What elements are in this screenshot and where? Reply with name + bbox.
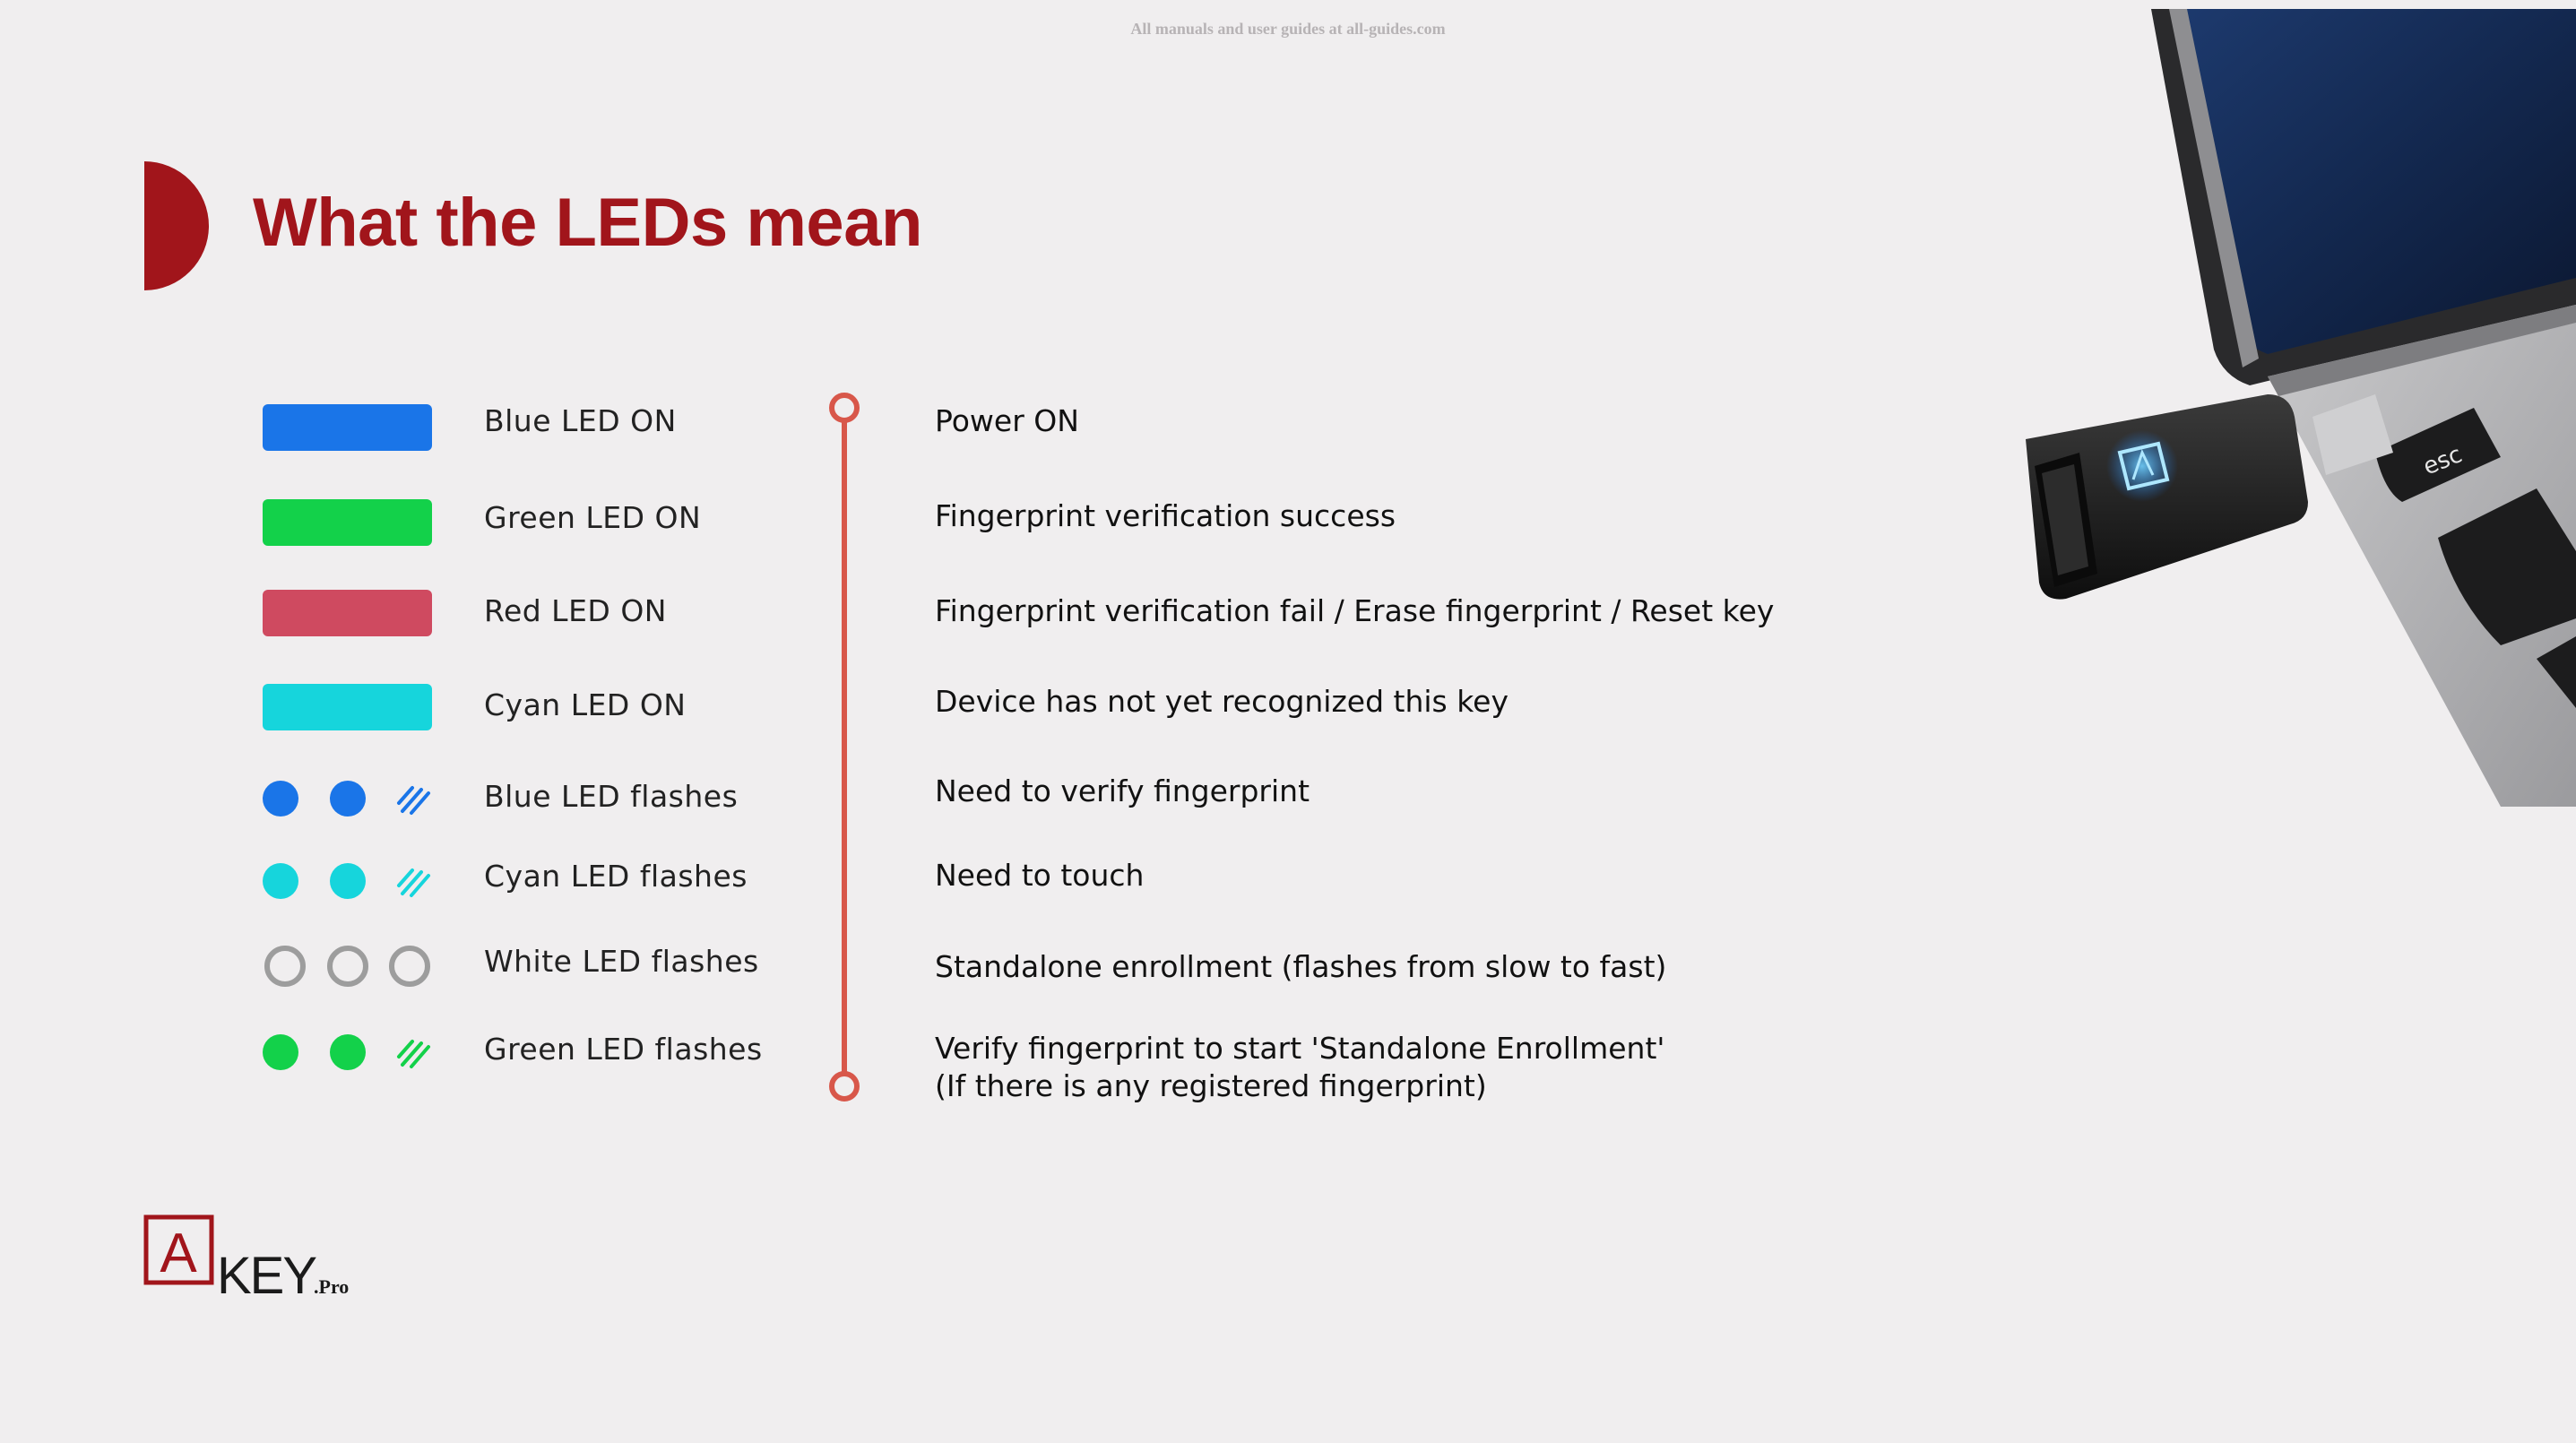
blue-led-flash-indicator — [263, 781, 432, 827]
led-meaning: Need to touch — [935, 858, 1145, 893]
blue-led-on-indicator — [263, 404, 432, 451]
cyan-led-flash-indicator — [263, 863, 432, 910]
led-meaning: Fingerprint verification success — [935, 498, 1396, 533]
led-label: Cyan LED ON — [484, 687, 687, 722]
led-label: Red LED ON — [484, 593, 667, 628]
led-meaning: Standalone enrollment (flashes from slow to fast) — [935, 949, 1667, 984]
flash-hatch-icon — [396, 863, 432, 899]
led-label: Blue LED ON — [484, 403, 677, 438]
led-label: Cyan LED flashes — [484, 859, 748, 894]
led-label: Green LED flashes — [484, 1032, 763, 1067]
led-label: Blue LED flashes — [484, 779, 739, 814]
red-led-on-indicator — [263, 590, 432, 636]
led-meaning: Device has not yet recognized this key — [935, 684, 1509, 719]
flash-hatch-icon — [396, 781, 432, 817]
flash-hatch-icon — [396, 1034, 432, 1070]
led-meaning-note: (If there is any registered fingerprint) — [935, 1068, 1487, 1103]
cyan-led-on-indicator — [263, 684, 432, 730]
logo-mark-text: A — [160, 1223, 197, 1284]
green-led-on-indicator — [263, 499, 432, 546]
timeline-connector — [842, 421, 847, 1084]
esc-key-label: esc — [2419, 441, 2467, 481]
white-led-flash-indicator — [263, 946, 432, 992]
akey-pro-logo — [143, 1214, 367, 1304]
laptop-security-key-photo — [1999, 0, 2576, 807]
led-meaning: Fingerprint verification fail / Erase fingerprint / Reset key — [935, 593, 1775, 628]
green-led-flash-indicator — [263, 1034, 432, 1081]
led-meaning: Power ON — [935, 403, 1079, 438]
logo-suffix: .Pro — [314, 1275, 350, 1298]
led-label: White LED flashes — [484, 944, 759, 979]
led-meaning: Verify fingerprint to start 'Standalone Enrollment' — [935, 1031, 1665, 1066]
led-meaning: Need to verify fingerprint — [935, 773, 1310, 808]
logo-text: KEY — [217, 1247, 316, 1304]
led-label: Green LED ON — [484, 500, 702, 535]
watermark: All manuals and user guides at all-guides.com — [1130, 20, 1446, 38]
timeline-start-node — [829, 393, 860, 423]
title-accent-mark — [144, 161, 209, 290]
page-title: What the LEDs mean — [253, 185, 922, 261]
timeline-end-node — [829, 1071, 860, 1102]
